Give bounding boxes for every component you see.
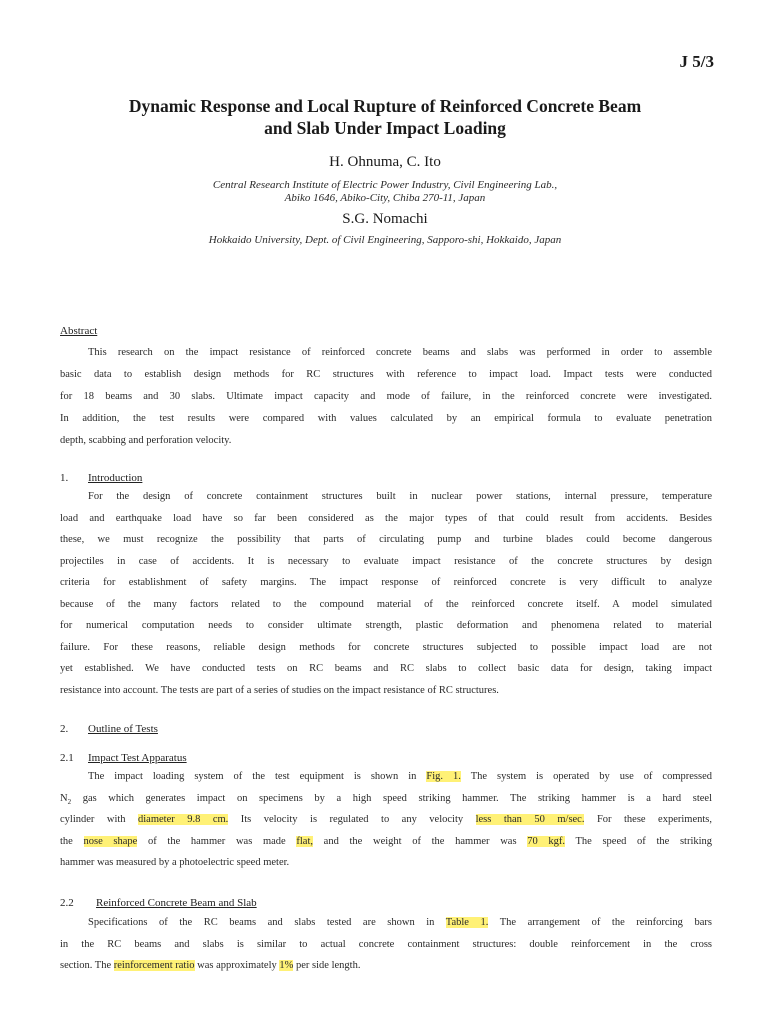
section-heading-outline: 2. Outline of Tests	[60, 723, 158, 735]
text-line: depth, scabbing and perforation velocity.	[60, 435, 232, 446]
author-affiliation	[60, 234, 710, 247]
title-line: Dynamic Response and Local Rupture of Reinforced Concrete Beam	[128, 96, 642, 116]
author-names: H. Ohnuma, C. Ito	[329, 154, 441, 170]
text-line: section. The reinforcement ratio was approximately 1% per side length.	[60, 960, 361, 971]
text-line: because of the many factors related to the compound material of the reinforced concrete itself. A model simulated	[60, 598, 712, 610]
text-line: load and earthquake load have so far been considered as the major types of that could result from accidents. Besides	[60, 512, 712, 524]
text-line: projectiles in case of accidents. It is necessary to evaluate impact resistance of the concrete structures by design	[60, 555, 712, 567]
subsection-heading-beam-slab: 2.2 Reinforced Concrete Beam and Slab	[60, 897, 257, 909]
text-line: for 18 beams and 30 slabs. Ultimate impact capacity and mode of failure, in the reinforced concrete were investigated.	[60, 391, 712, 402]
highlight: less than 50 m/sec.	[475, 814, 585, 825]
text-line: yet established. We have conducted tests on RC beams and RC slabs to collect basic data for design, taking impact	[60, 663, 712, 674]
text-line: cylinder with diameter 9.8 cm. Its velocity is regulated to any velocity less than 50 m/sec. For these experiments,	[60, 814, 713, 825]
text-line: resistance into account. The tests are part of a series of studies on the impact resistance of RC structures.	[60, 684, 499, 696]
affiliation-line: Abiko 1646, Abiko-City, Chiba 270-11, Japan	[284, 192, 486, 204]
paper-code: J 5/3	[679, 52, 714, 71]
text-line: failure. For these reasons, reliable design methods for concrete structures subjected to possible impact load are not	[60, 641, 712, 653]
text-line: $N_2$ gas which generates impact on specimens by a high speed striking hammer. The striking hammer is a hard steel	[60, 792, 712, 806]
section-heading-introduction: 1. Introduction	[60, 472, 143, 484]
highlight: diameter 9.8 cm.	[138, 814, 229, 825]
text-line: for numerical computation needs to consider ultimate strength, plastic deformation and phenomena related to material	[60, 620, 712, 631]
text-line: Specifications of the RC beams and slabs tested are shown in Table 1. The arrangement of the reinforcing bars	[88, 917, 712, 928]
subsection-heading-apparatus: 2.1 Impact Test Apparatus	[60, 752, 187, 764]
affiliation-line: Hokkaido University, Dept. of Civil Engineering, Sapporo-shi, Hokkaido, Japan	[208, 234, 562, 246]
text-line: these, we must recognize the possibility that parts of circulating pump and turbine blades could become dangerous	[60, 534, 712, 545]
text-line: This research on the impact resistance of reinforced concrete beams and slabs was performed in order to assemble	[88, 347, 712, 358]
highlight: Fig. 1.	[426, 771, 461, 782]
author-affiliation	[60, 179, 710, 205]
text-line: For the design of concrete containment structures built in nuclear power stations, internal pressure, temperature	[88, 491, 712, 502]
text-line: hammer was measured by a photoelectric speed meter.	[60, 857, 290, 868]
highlight: reinforcement ratio	[113, 960, 195, 971]
text-line: basic data to establish design methods for RC structures with reference to impact load. Impact tests were conducted	[60, 369, 712, 380]
highlight: nose shape	[83, 835, 138, 847]
author-names: S.G. Nomachi	[342, 211, 428, 227]
text-line: The impact loading system of the test equipment is shown in Fig. 1. The system is operated by use of compressed	[88, 771, 712, 782]
text-line: in the RC beams and slabs is similar to actual concrete containment structures: double reinforcement in the cross	[60, 938, 712, 950]
abstract-heading: Abstract	[60, 325, 98, 337]
highlight: 1%	[279, 960, 294, 971]
affiliation-line: Central Research Institute of Electric Power Industry, Civil Engineering Lab.,	[212, 179, 558, 191]
text-line: criteria for establishment of safety margins. The impact response of reinforced concrete is very difficult to analyze	[60, 577, 712, 588]
highlight: 70 kgf.	[527, 835, 565, 847]
text-line: In addition, the test results were compared with values calculated by an empirical formula to evaluate penetration	[60, 413, 712, 424]
paper-title	[60, 95, 710, 139]
text-line: the nose shape of the hammer was made flat, and the weight of the hammer was 70 kgf. The speed of the striking	[60, 835, 713, 847]
highlight: Table 1.	[445, 917, 489, 928]
highlight: flat,	[296, 835, 313, 847]
title-line: and Slab Under Impact Loading	[264, 118, 506, 138]
